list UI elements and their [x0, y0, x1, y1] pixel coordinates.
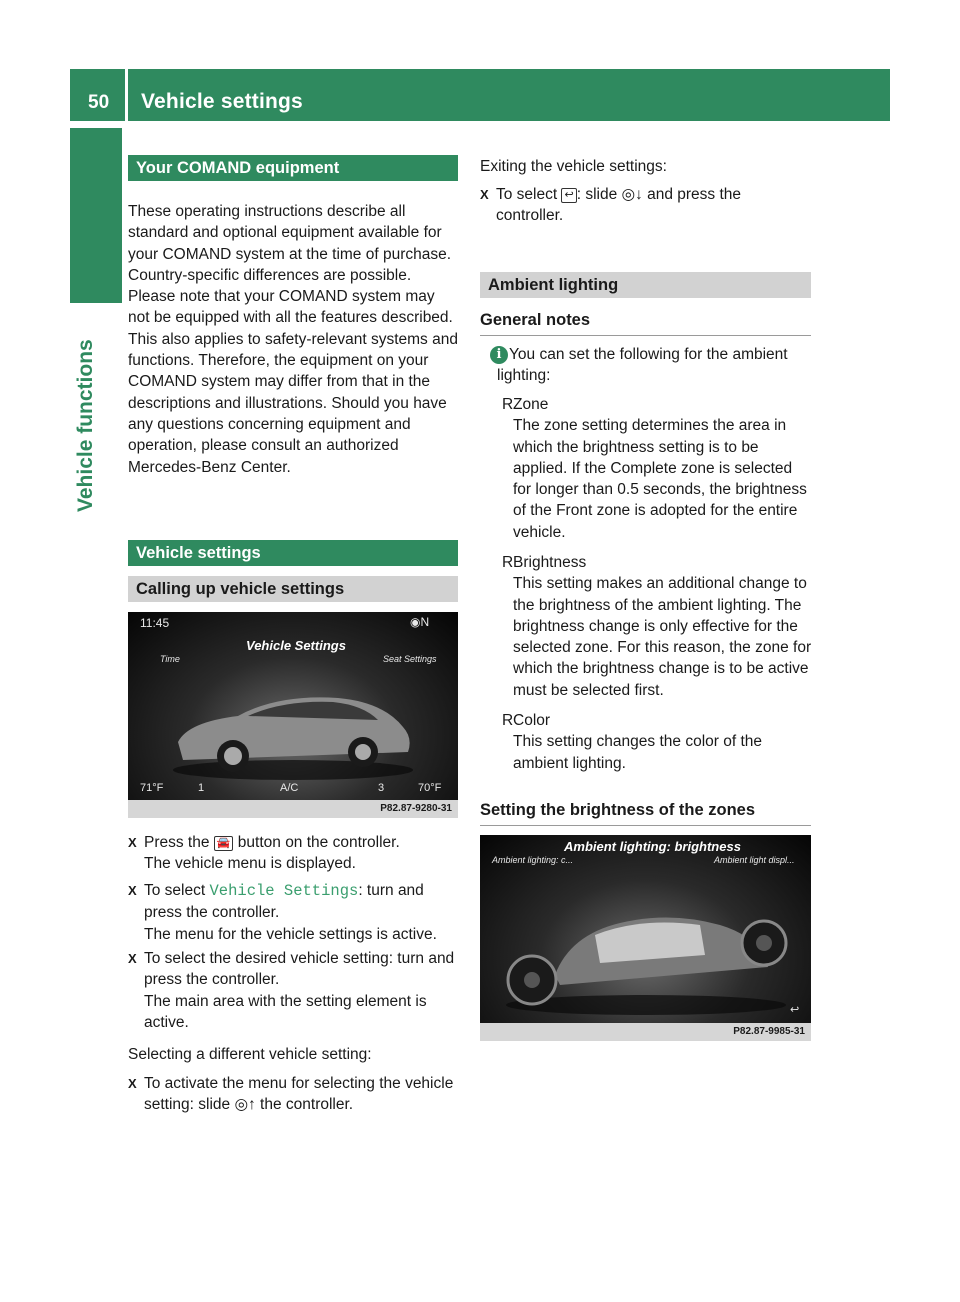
section-heading-vehicle-settings: Vehicle settings: [128, 540, 458, 566]
list-item: R Color This setting changes the color of the ambient lighting.: [502, 712, 763, 772]
section-heading-calling-up: Calling up vehicle settings: [128, 576, 458, 602]
step-result: The vehicle menu is displayed.: [144, 855, 356, 873]
step-arrow-icon: X: [128, 951, 137, 966]
comand-equipment-paragraph: These operating instructions describe all standard and optional equipment available for your COMAND system at the time of purchase. Country-specific differences are possible. Please note that your COMAND system may not be equipped with all the features described. This also applies to safety-relevant systems and functions. Therefore, the equipment on your COMAND system may differ from that in the descriptions and illustrations. Should you have any questions concerning equipment and operation, please consult an authorized Mercedes-Benz Center.: [128, 203, 458, 476]
step-activate-menu: X To activate the menu for selecting the vehicle setting: slide ◎↑ the controller.: [128, 1075, 454, 1114]
side-tab: [70, 128, 122, 303]
list-item-label: Brightness: [513, 554, 587, 571]
climate-fan-right: 3: [378, 782, 385, 794]
screen-clock: 11:45: [140, 616, 170, 630]
car-button-icon: 🚘: [214, 836, 234, 851]
page-title: Vehicle settings: [141, 90, 303, 113]
step-result: The main area with the setting element is active.: [144, 992, 427, 1031]
list-item-text: The zone setting determines the area in which the brightness setting is to be applied. If the Complete zone is selected for longer than 0.5 seconds, the brightness of the Front zone is adopted for the entire vehicle.: [513, 417, 807, 541]
subheading-general-notes: General notes: [480, 311, 811, 336]
step-arrow-icon: X: [480, 187, 489, 202]
menu-item-vehicle-settings: Vehicle Settings: [209, 882, 359, 900]
controller-slide-up-icon: ◎↑: [234, 1096, 256, 1114]
back-icon: ↩: [790, 1004, 800, 1016]
section-heading-comand-equipment: Your COMAND equipment: [128, 155, 458, 181]
list-item-text: This setting changes the color of the ambient lighting.: [513, 733, 763, 772]
step-select-desired-setting: X To select the desired vehicle setting: turn and press the controller. The main area with the setting element is active.: [128, 950, 455, 1031]
vehicle-settings-screen-figure: [128, 612, 458, 818]
header-separator: [125, 69, 128, 121]
step-result: The menu for the vehicle settings is active.: [144, 925, 437, 943]
side-section-label: Vehicle functions: [74, 339, 97, 512]
section-heading-ambient-lighting: Ambient lighting: [480, 272, 811, 298]
screen-menu-left: Ambient lighting: c...: [492, 855, 574, 865]
info-icon: i: [490, 346, 508, 364]
step-arrow-icon: X: [128, 1076, 137, 1091]
step-exit: X To select ↩ : slide ◎↓ and press the controller.: [480, 186, 742, 225]
controller-slide-down-icon: ◎↓: [621, 186, 643, 203]
ambient-brightness-screen-figure: [480, 835, 811, 1041]
figure-code: P82.87-9280-31: [128, 800, 458, 818]
list-item: R Brightness This setting makes an additional change to the brightness of the ambient lighting. The brightness change is only effective for the selected zone. For this reason, the zone for which the brightness change is to be active must be selected first.: [502, 554, 812, 699]
car-illustration-icon: [168, 672, 418, 782]
screen-menu-right: Seat Settings: [383, 654, 437, 664]
screen-menu-right: Ambient light displ...: [714, 855, 795, 865]
page-number: 50: [88, 92, 110, 113]
selecting-different-paragraph: Selecting a different vehicle setting:: [128, 1046, 372, 1063]
screen-title: Ambient lighting: brightness: [564, 839, 741, 854]
list-item-text: This setting makes an additional change to the brightness of the ambient lighting. The brightness change is only effective for the selected zone. For this reason, the zone for which the brightness change is to be active must be selected first.: [513, 575, 812, 699]
screen-title: Vehicle Settings: [246, 638, 346, 653]
list-item-label: Zone: [513, 396, 549, 413]
step-select-vehicle-settings: X To select Vehicle Settings: turn and press the controller. The menu for the vehicle settings is active.: [128, 882, 437, 943]
climate-ac: A/C: [280, 782, 299, 794]
exiting-paragraph: Exiting the vehicle settings:: [480, 158, 667, 175]
back-icon: ↩: [561, 188, 576, 203]
step-press-button: X Press the 🚘 button on the controller. The vehicle menu is displayed.: [128, 834, 400, 873]
info-paragraph: You can set the following for the ambient lighting:: [497, 346, 788, 385]
screen-menu-left: Time: [160, 654, 180, 664]
subheading-setting-brightness: Setting the brightness of the zones: [480, 801, 811, 826]
climate-temp-left: 71°F: [140, 782, 164, 794]
step-arrow-icon: X: [128, 883, 137, 898]
climate-temp-right: 70°F: [418, 782, 442, 794]
list-item: R Zone The zone setting determines the area in which the brightness setting is to be applied. If the Complete zone is selected for longer than 0.5 seconds, the brightness of the Front zone is adopted for the entire vehicle.: [502, 396, 807, 541]
climate-fan-left: 1: [198, 782, 205, 794]
step-arrow-icon: X: [128, 835, 137, 850]
compass-icon: ◉N: [410, 615, 430, 629]
car-interior-illustration-icon: [500, 875, 792, 1015]
list-item-label: Color: [513, 712, 551, 729]
figure-code: P82.87-9985-31: [480, 1023, 811, 1041]
